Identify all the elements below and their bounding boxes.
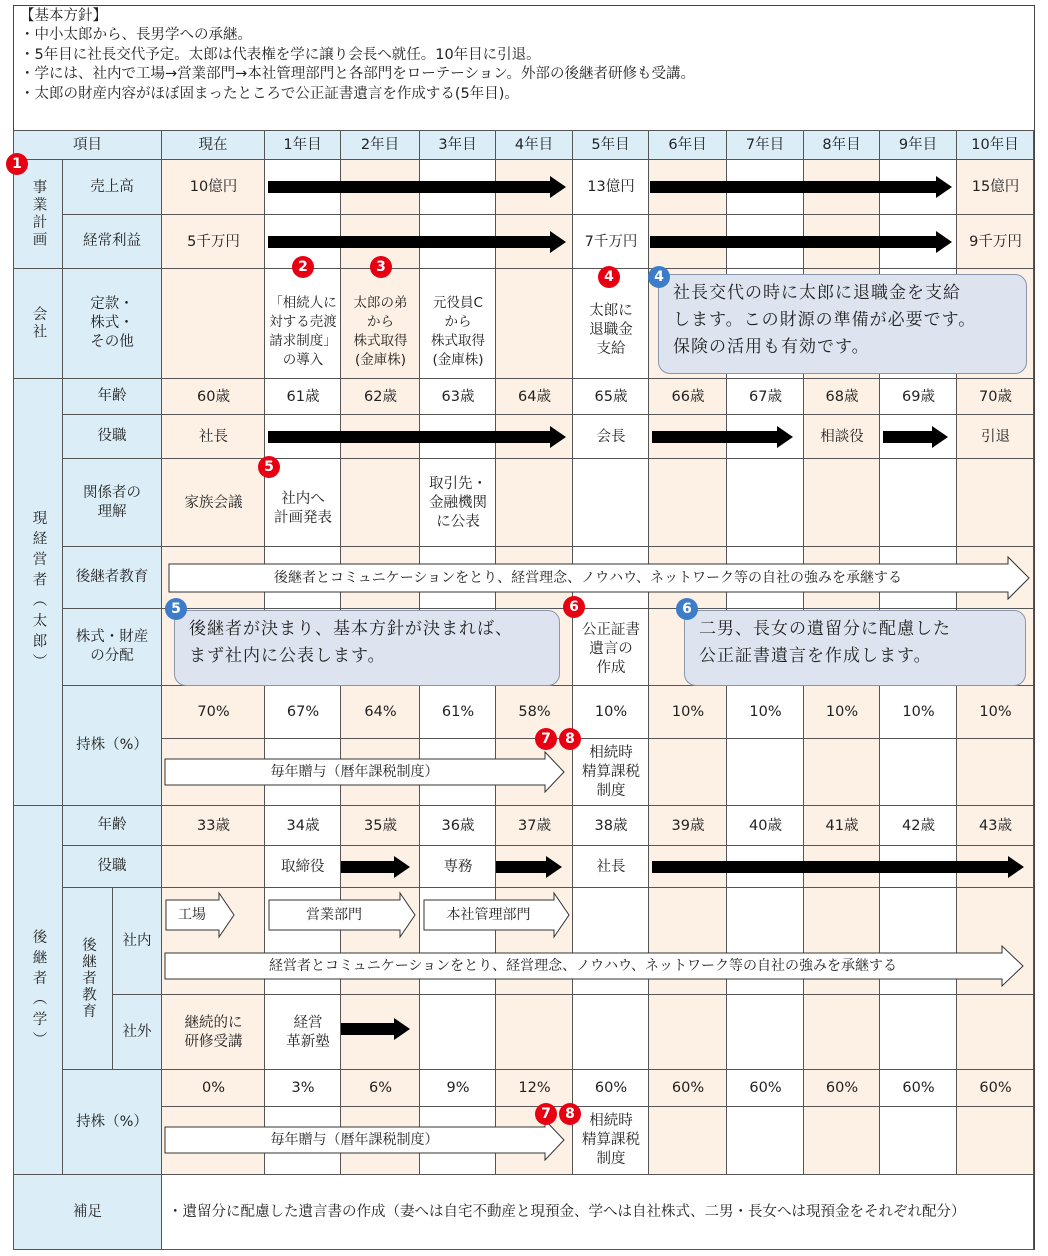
stakeholder-year1: 社内へ 計画発表: [274, 491, 332, 526]
year-header: 6年目: [649, 130, 727, 160]
table-cell: [804, 995, 880, 1070]
year-header: 3年目: [420, 130, 496, 160]
badge-6: 6: [563, 596, 585, 618]
successor-age: 40歳: [749, 817, 782, 834]
sales-year5: 13億円: [587, 179, 635, 195]
year-header: 1年目: [265, 130, 341, 160]
successor-gift-arrow-label: 毎年贈与（暦年課税制度）: [270, 1131, 439, 1148]
year-header: 現在: [162, 130, 265, 160]
table-cell: [341, 459, 420, 547]
row-label-age: 年齢: [63, 806, 162, 846]
manager-education-arrow-label: 後継者とコミュニケーションをとり、経営理念、ノウハウ、ネットワーク等の自社の強みを承継する: [273, 569, 903, 586]
callout-internal-announcement: 後継者が決まり、基本方針が決まれば、 まず社内に公表します。: [174, 610, 560, 686]
share-cell-lower: [804, 1106, 880, 1175]
sales-arrow-1: [268, 176, 566, 198]
badge-8: 8: [559, 1103, 581, 1125]
stakeholder-now: 家族会議: [184, 494, 243, 511]
manager-share: 10%: [902, 703, 935, 720]
share-cell-lower: [727, 738, 804, 806]
manager-position-arrow-1: [268, 426, 566, 448]
row-label-shareholding: 持株（%）: [63, 1070, 162, 1175]
share-cell-lower: [880, 738, 957, 806]
manager-share: 61%: [441, 703, 475, 720]
table-cell: [880, 459, 957, 547]
assets-year5: 公正証書 遺言の 作成: [582, 622, 640, 676]
successor-share: 3%: [291, 1079, 315, 1096]
share-cell-lower: [957, 738, 1034, 806]
table-cell: [162, 269, 265, 379]
row-label-stakeholders: 関係者の 理解: [63, 459, 162, 547]
row-label-external: 社外: [113, 995, 162, 1070]
successor-share: 6%: [368, 1079, 392, 1096]
company-year5: 太郎に 退職金 支給: [589, 302, 633, 357]
sales-dept-arrow-label: 営業部門: [306, 906, 362, 923]
year-header: 2年目: [341, 130, 420, 160]
badge-7: 7: [535, 1103, 557, 1125]
policy-line: ・中小太郎から、長男学への承継。: [20, 27, 252, 44]
manager-position-year5: 会長: [596, 428, 626, 445]
badge-5: 5: [258, 456, 280, 478]
successor-share: 60%: [979, 1079, 1012, 1096]
sales-now: 10億円: [189, 179, 238, 195]
table-cell: [649, 995, 727, 1070]
manager-age: 67歳: [749, 388, 782, 405]
header-item: 項目: [13, 130, 162, 160]
table-cell: [957, 459, 1034, 547]
table-cell: [727, 459, 804, 547]
sales-year10: 15億円: [971, 179, 1020, 195]
section-company: 会社: [13, 269, 63, 379]
row-label-sales: 売上高: [63, 160, 162, 215]
row-label-position: 役職: [63, 846, 162, 888]
manager-share: 64%: [364, 703, 397, 720]
table-cell: [880, 995, 957, 1070]
manager-age: 61歳: [286, 388, 320, 405]
successor-age: 38歳: [594, 817, 628, 834]
year-header: 4年目: [496, 130, 573, 160]
manager-share: 10%: [825, 703, 859, 720]
row-label-successor-education: 後継者教育: [63, 547, 162, 609]
badge-1: 1: [6, 153, 28, 175]
manager-age: 70歳: [979, 388, 1012, 405]
sales-arrow-2: [650, 176, 952, 198]
successor-share: 9%: [446, 1079, 470, 1096]
manager-settlement-system: 相続時 精算課税 制度: [582, 744, 640, 799]
table-cell: [649, 459, 727, 547]
table-cell: [162, 846, 265, 888]
successor-age: 34歳: [286, 817, 320, 834]
manager-share: 58%: [518, 703, 551, 720]
successor-position-year3: 専務: [443, 858, 473, 875]
successor-share: 60%: [749, 1079, 782, 1096]
manager-age: 68歳: [825, 388, 859, 405]
table-cell: [496, 269, 573, 379]
manager-share: 10%: [594, 703, 628, 720]
row-label-articles: 定款・ 株式・ その他: [63, 269, 162, 379]
successor-share: 60%: [825, 1079, 859, 1096]
row-label-asset-distribution: 株式・財産 の分配: [63, 609, 162, 686]
successor-share: 0%: [201, 1079, 225, 1096]
row-label-position: 役職: [63, 415, 162, 459]
share-cell-lower: [727, 1106, 804, 1175]
successor-age: 43歳: [979, 817, 1012, 834]
share-cell-lower: [649, 738, 727, 806]
callout-notarized-will: 二男、長女の遺留分に配慮した 公正証書遺言を作成します。: [684, 610, 1026, 686]
badge-6-blue: 6: [676, 598, 698, 620]
year-header: 10年目: [957, 130, 1034, 160]
profit-arrow-1: [268, 231, 566, 253]
manager-position-now: 社長: [199, 428, 228, 445]
callout-retirement-allowance: 社長交代の時に太郎に退職金を支給 します。この財源の準備が必要です。 保険の活用も有効です。: [658, 274, 1027, 374]
successor-age: 35歳: [364, 817, 397, 834]
table-cell: [496, 995, 573, 1070]
manager-age: 60歳: [197, 388, 230, 405]
manager-age: 69歳: [902, 388, 935, 405]
successor-share: 60%: [594, 1079, 628, 1096]
successor-position-arrow-3: [652, 856, 1024, 878]
section-successor: 後継者（学）: [13, 806, 63, 1175]
external-year1: 経営 革新塾: [286, 1014, 330, 1050]
manager-position-year10: 引退: [981, 428, 1010, 445]
manager-age: 64歳: [518, 388, 551, 405]
year-header: 7年目: [727, 130, 804, 160]
manager-age: 63歳: [441, 388, 475, 405]
row-label-shareholding: 持株（%）: [63, 686, 162, 806]
year-header: 5年目: [573, 130, 649, 160]
profit-year10: 9千万円: [969, 233, 1022, 250]
manager-position-arrow-2: [652, 426, 793, 448]
policy-line: ・学には、社内で工場→営業部門→本社管理部門と各部門をローテーション。外部の後継者研修も受講。: [20, 66, 696, 83]
manager-gift-arrow-label: 毎年贈与（暦年課税制度）: [270, 763, 439, 780]
internal-education-arrow-label: 経営者とコミュニケーションをとり、経営理念、ノウハウ、ネットワーク等の自社の強みを承継する: [268, 957, 898, 974]
share-cell-lower: [880, 1106, 957, 1175]
successor-position-year5: 社長: [596, 858, 626, 875]
policy-line: ・5年目に社長交代予定。太郎は代表権を学に譲り会長へ就任。10年目に引退。: [20, 46, 541, 63]
badge-5-blue: 5: [165, 598, 187, 620]
share-cell-lower: [649, 1106, 727, 1175]
profit-arrow-2: [650, 231, 952, 253]
section-business-plan: 事業計画: [13, 160, 63, 269]
successor-age: 39歳: [671, 817, 705, 834]
manager-share: 10%: [671, 703, 705, 720]
badge-3: 3: [370, 256, 392, 278]
badge-8: 8: [559, 728, 581, 750]
manager-age: 65歳: [594, 388, 628, 405]
basic-policy: [20, 7, 1030, 104]
successor-age: 33歳: [197, 817, 230, 834]
manager-age: 66歳: [671, 388, 705, 405]
manager-position-year8: 相談役: [820, 428, 864, 445]
section-current-manager: 現経営者（太郎）: [13, 379, 63, 806]
badge-2: 2: [292, 256, 314, 278]
manager-age: 62歳: [364, 388, 397, 405]
company-year3: 元役員C から 株式取得 (金庫株): [431, 295, 485, 368]
manager-position-arrow-3: [883, 426, 948, 448]
successor-position-arrow-1: [341, 856, 410, 878]
successor-position-year1: 取締役: [281, 858, 325, 875]
successor-age: 42歳: [902, 817, 935, 834]
company-year1: 「相続人に 対する売渡 請求制度」 の導入: [269, 295, 337, 368]
table-cell: [727, 995, 804, 1070]
notes-cell: ・遺留分に配慮した遺言書の作成（妻へは自宅不動産と現預金、学へは自社株式、二男・長女へは現預金をそれぞれ配分）: [162, 1175, 1034, 1250]
external-now: 継続的に 研修受講: [184, 1014, 243, 1050]
row-label-successor-education: 後継者教育: [63, 888, 113, 1070]
year-header: 9年目: [880, 130, 957, 160]
badge-4: 4: [598, 266, 620, 288]
hq-arrow-label: 本社管理部門: [446, 906, 531, 923]
row-label-internal: 社内: [113, 888, 162, 995]
manager-share: 70%: [197, 703, 230, 720]
profit-now: 5千万円: [187, 233, 240, 250]
manager-share: 67%: [286, 703, 320, 720]
successor-age: 36歳: [441, 817, 475, 834]
table-cell: [573, 995, 649, 1070]
successor-share: 60%: [671, 1079, 705, 1096]
table-cell: [420, 995, 496, 1070]
badge-4-blue: 4: [648, 266, 670, 288]
successor-share: 12%: [518, 1079, 551, 1096]
year-header: 8年目: [804, 130, 880, 160]
table-cell: [573, 459, 649, 547]
share-cell-lower: [804, 738, 880, 806]
badge-7: 7: [535, 728, 557, 750]
successor-age: 37歳: [518, 817, 551, 834]
share-cell-lower: [957, 1106, 1034, 1175]
row-label-age: 年齢: [63, 379, 162, 415]
table-cell: [496, 459, 573, 547]
stakeholder-year3: 取引先・ 金融機関 に公表: [429, 475, 487, 530]
row-label-profit: 経常利益: [63, 215, 162, 269]
table-cell: [804, 459, 880, 547]
table-cell: [957, 995, 1034, 1070]
policy-title: 【基本方針】: [20, 8, 107, 24]
manager-share: 10%: [749, 703, 782, 720]
external-arrow: [341, 1018, 410, 1040]
profit-year5: 7千万円: [584, 233, 638, 250]
manager-share: 10%: [979, 703, 1012, 720]
successor-age: 41歳: [825, 817, 859, 834]
successor-settlement-system: 相続時 精算課税 制度: [582, 1113, 640, 1167]
factory-arrow-label: 工場: [178, 906, 206, 923]
successor-share: 60%: [902, 1079, 935, 1096]
company-year2: 太郎の弟 から 株式取得 (金庫株): [353, 295, 408, 368]
successor-position-arrow-2: [496, 856, 562, 878]
policy-line: ・太郎の財産内容がほぼ固まったところで公正証書遺言を作成する(5年目)。: [20, 85, 519, 102]
row-label-notes: 補足: [13, 1175, 162, 1250]
